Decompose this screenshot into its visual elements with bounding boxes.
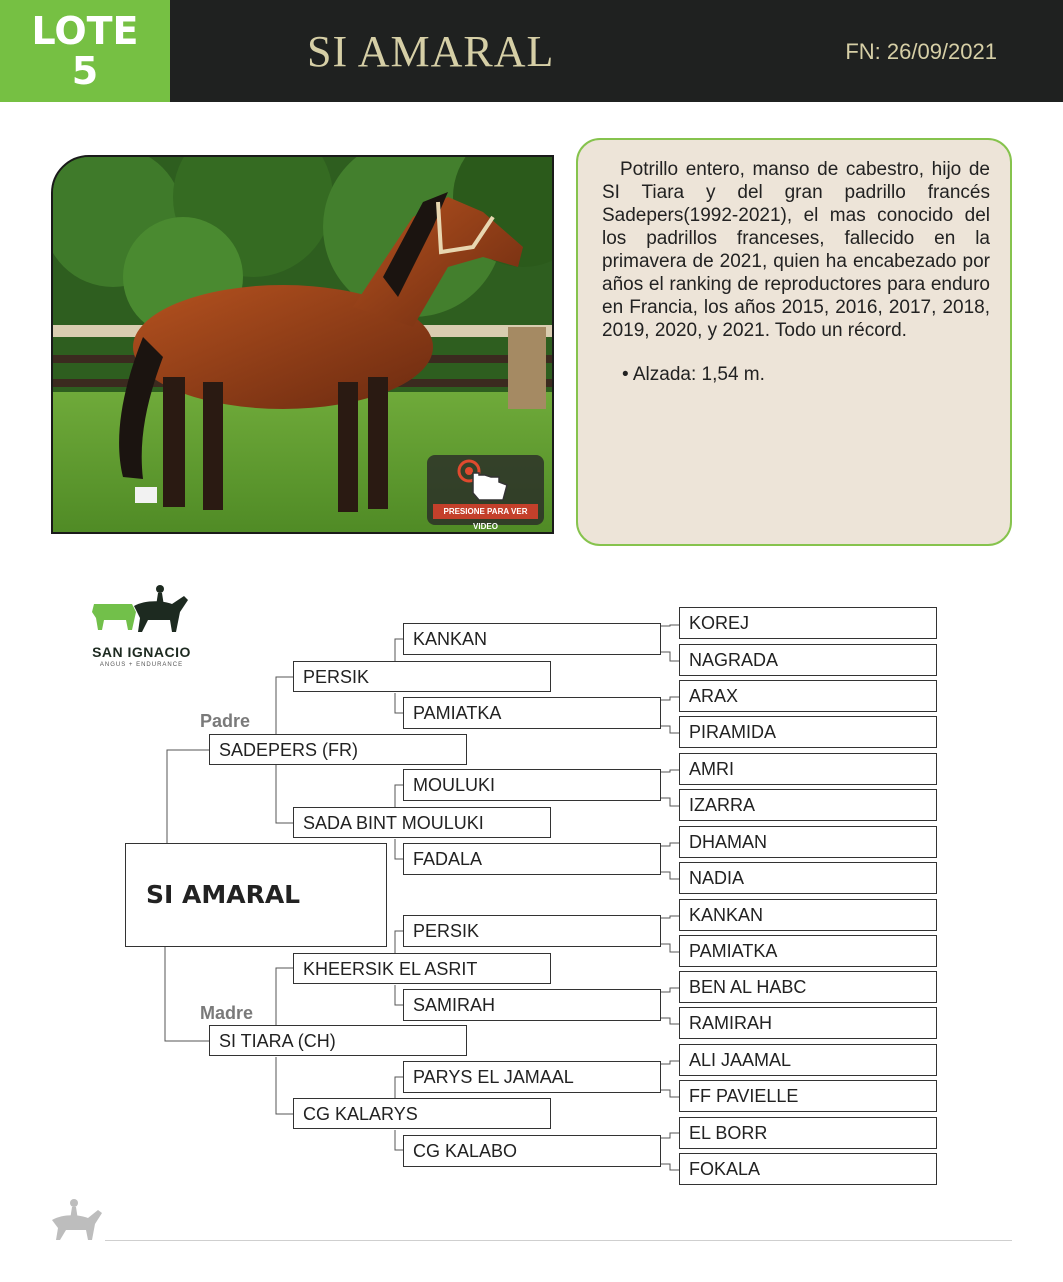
g3-box: CG KALABO [403, 1135, 661, 1167]
g4-box: ALI JAAMAL [679, 1044, 937, 1076]
logo-name: SAN IGNACIO [92, 644, 191, 660]
horse-title: SI AMARAL [307, 27, 555, 76]
description-text: Potrillo entero, manso de cabestro, hijo de SI Tiara y del gran padrillo francés Sadepers(1992-2021), el mas conocido del los padrillos franceses, fallecido en la primavera de 2021, quien ha encabezado por años el ranking de reproductores para enduro en Francia, los años 2015, 2016, 2017, 2018, 2019, 2020, y 2021. Todo un récord. [602, 159, 990, 341]
video-button-label: PRESIONE PARA VER VIDEO [433, 504, 538, 519]
g3-box: PERSIK [403, 915, 661, 947]
g3-box: KANKAN [403, 623, 661, 655]
dam-sire-box: KHEERSIK EL ASRIT [293, 953, 551, 984]
dam-box: SI TIARA (CH) [209, 1025, 467, 1056]
g3-box: SAMIRAH [403, 989, 661, 1021]
g4-box: NAGRADA [679, 644, 937, 676]
madre-label: Madre [200, 1003, 254, 1023]
g4-box: PAMIATKA [679, 935, 937, 967]
horse-rider-icon [48, 1198, 104, 1244]
g3-box: PARYS EL JAMAAL [403, 1061, 661, 1093]
g4-box: KOREJ [679, 607, 937, 639]
lot-label: LOTE [31, 9, 139, 53]
g4-box: KANKAN [679, 899, 937, 931]
g4-box: RAMIRAH [679, 1007, 937, 1039]
g4-box: FOKALA [679, 1153, 937, 1185]
g4-box: BEN AL HABC [679, 971, 937, 1003]
pedigree-subject: SI AMARAL [125, 843, 387, 947]
g4-box: AMRI [679, 753, 937, 785]
dam-dam-box: CG KALARYS [293, 1098, 551, 1129]
logo-subtitle: ANGUS + ENDURANCE [99, 662, 184, 668]
g4-box: EL BORR [679, 1117, 937, 1149]
padre-label: Padre [200, 711, 251, 731]
height-bullet: • Alzada: 1,54 m. [622, 364, 765, 385]
g4-box: DHAMAN [679, 826, 937, 858]
g4-box: IZARRA [679, 789, 937, 821]
birth-date: FN: 26/09/2021 [845, 39, 997, 64]
sire-dam-box: SADA BINT MOULUKI [293, 807, 551, 838]
footer-divider [105, 1240, 1012, 1241]
sire-sire-box: PERSIK [293, 661, 551, 692]
g4-box: FF PAVIELLE [679, 1080, 937, 1112]
g4-box: NADIA [679, 862, 937, 894]
g3-box: FADALA [403, 843, 661, 875]
sire-box: SADEPERS (FR) [209, 734, 467, 765]
g4-box: ARAX [679, 680, 937, 712]
g4-box: PIRAMIDA [679, 716, 937, 748]
lot-number: 5 [71, 49, 99, 93]
g3-box: PAMIATKA [403, 697, 661, 729]
g3-box: MOULUKI [403, 769, 661, 801]
